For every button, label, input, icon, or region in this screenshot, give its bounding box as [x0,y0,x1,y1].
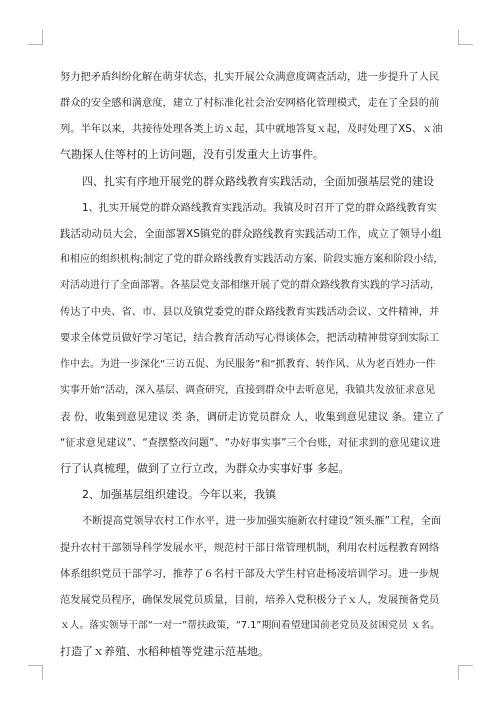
text-line: 传达了中央、省、市、县以及镇党委党的群众路线教育实践活动会议、文件精神，并 [60,306,440,319]
text-line: “征求意见建议”、“查摆整改问题”、“办好事实事”三个台账，对征求到的意见建议进 [60,436,441,449]
crop-mark-top-right [458,30,473,45]
text-line: 作中去。为进一步深化“三访五促、为民服务”和“抓教育、转作风、从为老百姓办一件 [60,358,436,370]
crop-mark-top-left [28,30,43,45]
text-line: 实事开始”活动，深入基层、调查研究，直接到群众中去听意见，我镇共发放征求意见 [60,384,436,396]
text-line: 四、扎实有序地开展党的群众路线教育实践活动，全面加强基层党的建设 [82,174,434,188]
text-line: 要求全体党员做好学习笔记，结合教育活动写心得谈体会，把活动精神贯穿到实际工 [60,332,440,345]
text-line: 打造了ｘ养殖、水稻种植等党建示范基地。 [60,645,269,659]
text-line: 表 份，收集到意见建议 类 条，调研走访党员群众 人，收集到意见建议 条。建立了 [60,410,444,423]
text-line: 和相应的组织机构;制定了党的群众路线教育实践活动方案、阶段实施方案和阶段小结， [60,253,444,265]
text-line: 体系组织党员干部学习，推荐了６名村干部及大学生村官赴杨凌培训学习。进一步规 [60,567,440,580]
text-line: 2、加强基层组织建设。今年以来，我镇 [82,488,276,502]
text-line: 1、扎实开展党的群众路线教育实践活动。我镇及时召开了党的群众路线教育实 [82,201,438,214]
text-line: 范发展党员程序，确保发展党员质量，目前，培养入党积极分子ｘ人，发展预备党员 [60,593,440,606]
document-body [60,64,444,665]
text-line: 不断提高党领导农村工作水平，进一步加强实施新农村建设“领头雁”工程，全面 [82,515,442,528]
text-line: 气勘探人住等村的上访问题，没有引发重大上访事件。 [60,148,324,162]
crop-mark-bottom-left [28,665,43,680]
text-line: ｘ人。落实领导干部“一对一”帮扶政策，“7.1”期间看望建国前老党员及贫困党员 ｘ名。 [60,619,441,631]
text-line: 群众的安全感和满意度，建立了村标准化社会治安网格化管理模式，走在了全县的前 [60,97,440,110]
text-line: 对活动进行了全面部署。各基层党支部相继开展了党的群众路线教育实践的学习活动， [60,280,440,292]
text-line: 行了认真梳理，做到了立行立改，为群众办实事好事 多起。 [60,462,350,476]
crop-mark-bottom-right [458,665,473,680]
text-line: 努力把矛盾纠纷化解在萌芽状态，扎实开展公众满意度调查活动，进一步提升了人民 [60,71,440,83]
text-line: 提升农村干部领导科学发展水平，规范村干部日常管理机制，利用农村远程教育网络 [60,541,440,554]
text-line: 列。半年以来，共接待处理各类上访ｘ起，其中就地答复ｘ起，及时处理了XS、ｘ油 [60,123,443,136]
text-line: 践活动动员大会，全面部署XS镇党的群众路线教育实践活动工作，成立了领导小组 [60,227,442,240]
